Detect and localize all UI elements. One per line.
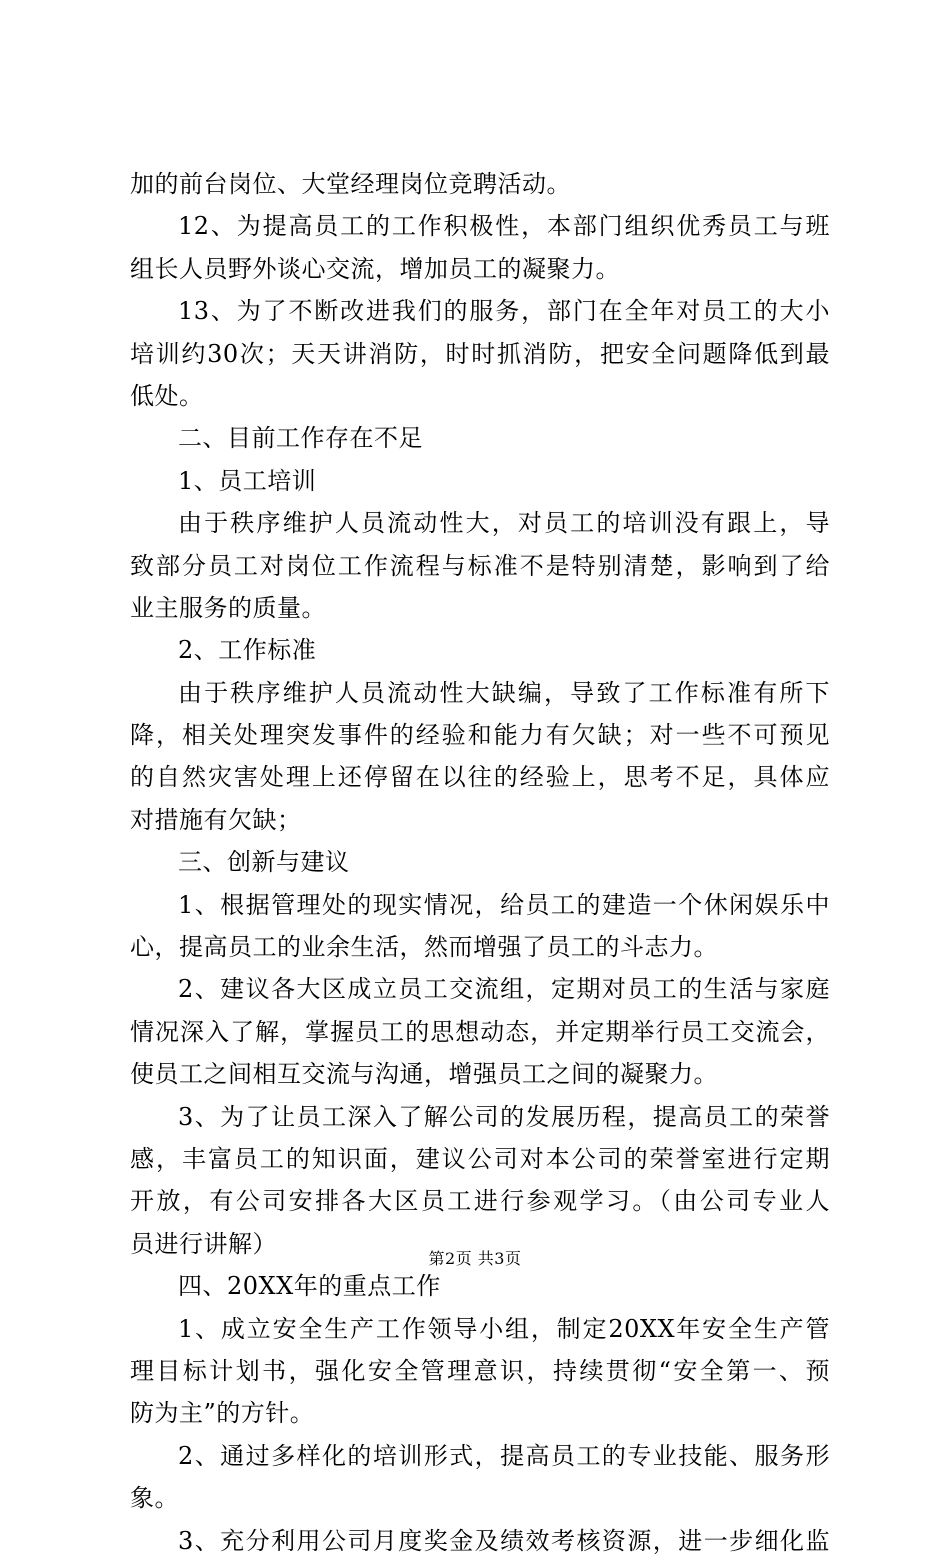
text-line: 二、目前工作存在不足 — [178, 424, 423, 453]
text-line: 开放，有公司安排各大区员工进行参观学习。（由公司专业人 — [130, 1187, 830, 1216]
text-line: 1、根据管理处的现实情况，给员工的建造一个休闲娱乐中 — [178, 890, 830, 919]
text-line: 3、为了让员工深入了解公司的发展历程，提高员工的荣誉 — [178, 1102, 830, 1131]
text-line: 对措施有欠缺； — [130, 805, 302, 834]
text-line: 1、成立安全生产工作领导小组，制定20XX年安全生产管 — [178, 1314, 830, 1343]
text-line: 致部分员工对岗位工作流程与标准不是特别清楚，影响到了给 — [130, 551, 830, 580]
text-line: 理目标计划书，强化安全管理意识，持续贯彻“安全第一、预 — [130, 1356, 830, 1385]
text-line: 13、为了不断改进我们的服务，部门在全年对员工的大小 — [178, 297, 830, 326]
text-line: 三、创新与建议 — [178, 848, 350, 877]
document-body — [130, 163, 830, 1562]
text-line: 3、充分利用公司月度奖金及绩效考核资源，进一步细化监 — [178, 1526, 830, 1555]
text-line: 1、员工培训 — [178, 466, 317, 495]
text-line: 由于秩序维护人员流动性大缺编，导致了工作标准有所下 — [178, 678, 830, 707]
text-line: 由于秩序维护人员流动性大，对员工的培训没有跟上，导 — [178, 509, 830, 538]
text-line: 培训约30次；天天讲消防，时时抓消防，把安全问题降低到最 — [130, 339, 830, 368]
text-line: 2、工作标准 — [178, 636, 317, 665]
page-footer: 第2页 共3页 — [428, 1249, 522, 1268]
text-line: 组长人员野外谈心交流，增加员工的凝聚力。 — [130, 254, 620, 283]
text-line: 心，提高员工的业余生活，然而增强了员工的斗志力。 — [130, 933, 718, 962]
text-line: 2、建议各大区成立员工交流组，定期对员工的生活与家庭 — [178, 975, 830, 1004]
text-line: 降，相关处理突发事件的经验和能力有欠缺；对一些不可预见 — [130, 721, 830, 750]
text-line: 情况深入了解，掌握员工的思想动态，并定期举行员工交流会， — [130, 1017, 830, 1046]
text-line: 2、通过多样化的培训形式，提高员工的专业技能、服务形 — [178, 1441, 830, 1470]
text-line: 象。 — [130, 1484, 179, 1513]
text-line: 加的前台岗位、大堂经理岗位竞聘活动。 — [130, 170, 571, 198]
text-line: 的自然灾害处理上还停留在以往的经验上，思考不足，具体应 — [130, 763, 830, 792]
text-line: 12、为提高员工的工作积极性，本部门组织优秀员工与班 — [178, 212, 830, 241]
text-line: 感，丰富员工的知识面，建议公司对本公司的荣誉室进行定期 — [130, 1144, 830, 1173]
text-line: 防为主”的方针。 — [130, 1399, 315, 1428]
text-line: 四、20XX年的重点工作 — [178, 1272, 441, 1301]
text-line: 业主服务的质量。 — [130, 593, 326, 622]
text-line: 低处。 — [130, 381, 204, 410]
text-line: 使员工之间相互交流与沟通，增强员工之间的凝聚力。 — [130, 1060, 718, 1089]
text-line: 员进行讲解） — [130, 1229, 277, 1258]
